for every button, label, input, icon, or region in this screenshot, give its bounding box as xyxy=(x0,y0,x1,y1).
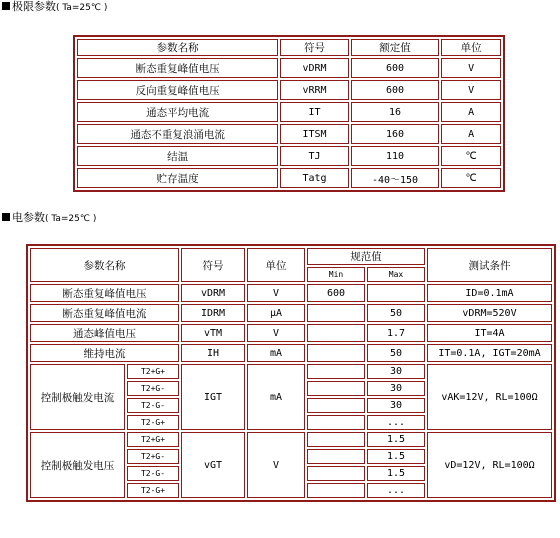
table-row xyxy=(77,102,501,122)
max-value: 30 xyxy=(367,398,425,413)
symbol: vTM xyxy=(181,324,245,342)
param-name: 维持电流 xyxy=(30,344,179,362)
min-value xyxy=(307,449,365,464)
limits-table xyxy=(73,35,505,192)
header-rating: 额定值 xyxy=(351,39,440,56)
table-header-row xyxy=(30,248,552,265)
quadrant-label: T2+G- xyxy=(127,381,179,396)
symbol: IDRM xyxy=(181,304,245,322)
max-value: ... xyxy=(367,483,425,498)
param-name: 结温 xyxy=(77,146,278,166)
test-condition: vAK=12V, RL=100Ω xyxy=(427,364,552,430)
symbol: vRRM xyxy=(280,80,348,100)
value: -40～150 xyxy=(351,168,440,188)
param-name: 断态重复峰值电流 xyxy=(30,304,179,322)
test-condition: IT=4A xyxy=(427,324,552,342)
square-bullet-icon xyxy=(2,2,10,10)
min-value xyxy=(307,415,365,430)
header-unit: 单位 xyxy=(441,39,501,56)
unit: μA xyxy=(247,304,305,322)
table-row xyxy=(30,432,552,447)
symbol: ITSM xyxy=(280,124,348,144)
max-value: 1.5 xyxy=(367,466,425,481)
value: 600 xyxy=(351,58,440,78)
quadrant-label: T2+G- xyxy=(127,449,179,464)
quadrant-label: T2+G+ xyxy=(127,432,179,447)
param-name: 断态重复峰值电压 xyxy=(30,284,179,302)
value: 600 xyxy=(351,80,440,100)
test-condition: vD=12V, RL=100Ω xyxy=(427,432,552,498)
min-value xyxy=(307,483,365,498)
unit: ℃ xyxy=(441,168,501,188)
min-value xyxy=(307,304,365,322)
max-value: 1.7 xyxy=(367,324,425,342)
min-value xyxy=(307,324,365,342)
symbol: TJ xyxy=(280,146,348,166)
max-value: 50 xyxy=(367,344,425,362)
max-value: 50 xyxy=(367,304,425,322)
unit: mA xyxy=(247,364,305,430)
param-name: 通态峰值电压 xyxy=(30,324,179,342)
min-value: 600 xyxy=(307,284,365,302)
section-condition: ( Ta=25℃ ) xyxy=(45,214,97,224)
value: 160 xyxy=(351,124,440,144)
symbol: IT xyxy=(280,102,348,122)
max-value xyxy=(367,284,425,302)
unit: mA xyxy=(247,344,305,362)
test-condition: ID=0.1mA xyxy=(427,284,552,302)
table-row xyxy=(30,304,552,322)
min-value xyxy=(307,344,365,362)
max-value: 1.5 xyxy=(367,432,425,447)
section-title-text: 电参数 xyxy=(12,211,45,224)
quadrant-label: T2-G+ xyxy=(127,483,179,498)
symbol: IGT xyxy=(181,364,245,430)
min-value xyxy=(307,432,365,447)
table-row xyxy=(30,364,552,379)
quadrant-label: T2+G+ xyxy=(127,364,179,379)
header-test-cond: 测试条件 xyxy=(427,248,552,282)
table-row xyxy=(77,124,501,144)
cropped-text-line xyxy=(0,529,560,538)
value: 110 xyxy=(351,146,440,166)
section-condition: ( Ta=25℃ ) xyxy=(56,3,108,13)
min-value xyxy=(307,466,365,481)
param-name: 反向重复峰值电压 xyxy=(77,80,278,100)
max-value: 1.5 xyxy=(367,449,425,464)
symbol: vDRM xyxy=(280,58,348,78)
unit: V xyxy=(247,324,305,342)
min-value xyxy=(307,364,365,379)
quadrant-label: T2-G- xyxy=(127,466,179,481)
test-condition: vDRM=520V xyxy=(427,304,552,322)
symbol: IH xyxy=(181,344,245,362)
table-row xyxy=(77,168,501,188)
min-value xyxy=(307,381,365,396)
header-spec: 规范值 xyxy=(307,248,425,265)
param-name: 通态不重复浪涌电流 xyxy=(77,124,278,144)
header-symbol: 符号 xyxy=(181,248,245,282)
unit: A xyxy=(441,102,501,122)
param-name: 断态重复峰值电压 xyxy=(77,58,278,78)
unit: V xyxy=(247,284,305,302)
table-row xyxy=(30,324,552,342)
quadrant-label: T2-G+ xyxy=(127,415,179,430)
unit: V xyxy=(247,432,305,498)
test-condition: IT=0.1A, IGT=20mA xyxy=(427,344,552,362)
param-name: 贮存温度 xyxy=(77,168,278,188)
symbol: vGT xyxy=(181,432,245,498)
symbol: Tatg xyxy=(280,168,348,188)
header-min: Min xyxy=(307,267,365,282)
section-title-electrical xyxy=(2,211,96,225)
unit: V xyxy=(441,80,501,100)
param-name: 通态平均电流 xyxy=(77,102,278,122)
table-row xyxy=(77,58,501,78)
value: 16 xyxy=(351,102,440,122)
table-row xyxy=(77,80,501,100)
max-value: 30 xyxy=(367,364,425,379)
table-row xyxy=(30,344,552,362)
max-value: ... xyxy=(367,415,425,430)
header-max: Max xyxy=(367,267,425,282)
unit: A xyxy=(441,124,501,144)
header-unit: 单位 xyxy=(247,248,305,282)
header-symbol: 符号 xyxy=(280,39,348,56)
param-name: 控制极触发电流 xyxy=(30,364,125,430)
min-value xyxy=(307,398,365,413)
table-header-row xyxy=(77,39,501,56)
section-title-limits xyxy=(2,0,107,14)
unit: ℃ xyxy=(441,146,501,166)
unit: V xyxy=(441,58,501,78)
header-param: 参数名称 xyxy=(77,39,278,56)
square-bullet-icon xyxy=(2,213,10,221)
electrical-table xyxy=(26,244,556,502)
symbol: vDRM xyxy=(181,284,245,302)
header-param: 参数名称 xyxy=(30,248,179,282)
table-row xyxy=(30,284,552,302)
section-title-text: 极限参数 xyxy=(12,0,56,13)
max-value: 30 xyxy=(367,381,425,396)
quadrant-label: T2-G- xyxy=(127,398,179,413)
table-row xyxy=(77,146,501,166)
param-name: 控制极触发电压 xyxy=(30,432,125,498)
